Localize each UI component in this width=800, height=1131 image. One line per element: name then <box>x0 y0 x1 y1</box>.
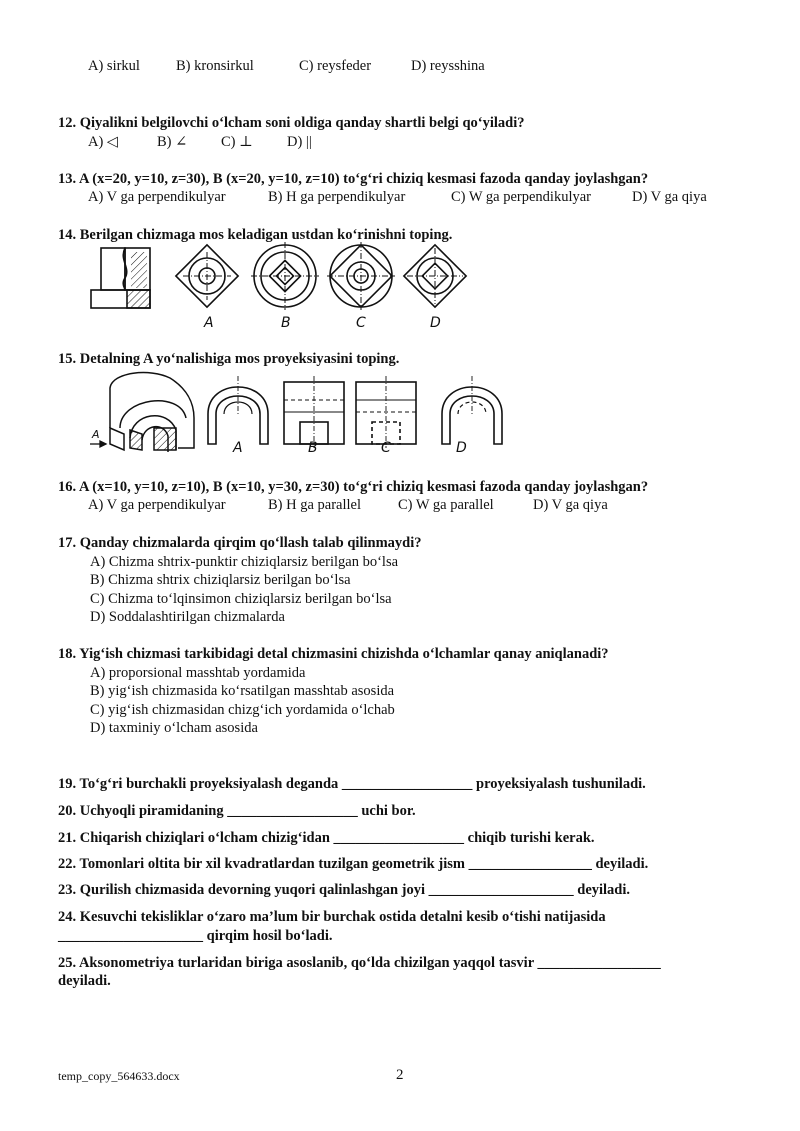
q11-option-d: D) reysshina <box>411 58 485 74</box>
q24-line1: 24. Kesuvchi tekisliklar o‘zaro ma’lum bir burchak ostida detalni kesib o‘tishi natijasida <box>58 909 606 925</box>
q15-label-c: C <box>381 440 391 456</box>
q17-option-d: D) Soddalashtirilgan chizmalarda <box>90 609 285 625</box>
q14-label-b: B <box>281 315 291 331</box>
q12-option-b: B) ∠ <box>157 134 188 150</box>
q14-label-d: D <box>430 315 441 331</box>
q18-title: 18. Yig‘ish chizmasi tarkibidagi detal chizmasini chizishda o‘lchamlar qanay aniqlanadi? <box>58 646 609 662</box>
q15-arrow-label: A <box>92 428 100 441</box>
q11-option-c: C) reysfeder <box>299 58 372 74</box>
q17-option-a: A) Chizma shtrix-punktir chiziqlarsiz berilgan bo‘lsa <box>90 554 399 570</box>
q13-option-a: A) V ga perpendikulyar <box>88 189 226 205</box>
q15-title: 15. Detalning A yo‘nalishiga mos proyeksiyasini toping. <box>58 351 400 367</box>
q14-label-c: C <box>356 315 366 331</box>
q20-text: 20. Uchyoqli piramidaning __________________ uchi bor. <box>58 803 416 819</box>
q11-option-a: A) sirkul <box>88 58 140 74</box>
q19-text: 19. To‘g‘ri burchakli proyeksiyalash deganda __________________ proyeksiyalash tushuniladi. <box>58 776 646 792</box>
q16-option-a: A) V ga perpendikulyar <box>88 497 226 513</box>
q18-option-d: D) taxminiy o‘lcham asosida <box>90 720 258 736</box>
q13-option-c: C) W ga perpendikulyar <box>451 189 591 205</box>
q12-title: 12. Qiyalikni belgilovchi o‘lcham soni oldiga qanday shartli belgi qo‘yiladi? <box>58 115 525 131</box>
q14-title: 14. Berilgan chizmaga mos keladigan ustdan ko‘rinishni toping. <box>58 227 453 243</box>
q24-line2: ____________________ qirqim hosil bo‘ladi. <box>58 928 333 944</box>
q14-label-a: A <box>204 315 214 331</box>
q21-text: 21. Chiqarish chiziqlari o‘lcham chizig‘idan __________________ chiqib turishi kerak. <box>58 830 595 846</box>
q17-title: 17. Qanday chizmalarda qirqim qo‘llash talab qilinmaydi? <box>58 535 422 551</box>
q17-option-c: C) Chizma to‘lqinsimon chiziqlarsiz berilgan bo‘lsa <box>90 591 392 607</box>
q16-option-c: C) W ga parallel <box>398 497 494 513</box>
q13-option-b: B) H ga perpendikulyar <box>268 189 406 205</box>
footer-filename: temp_copy_564633.docx <box>58 1069 180 1083</box>
q13-option-d: D) V ga qiya <box>632 189 707 205</box>
page-number: 2 <box>396 1067 404 1083</box>
q16-title: 16. A (x=10, y=10, z=10), B (x=10, y=30, z=30) to‘g‘ri chiziq kesmasi fazoda qanday joylashgan? <box>58 479 649 495</box>
q15-label-b: B <box>308 440 318 456</box>
q15-label-d: D <box>456 440 467 456</box>
q12-option-c: C) ⊥ <box>221 134 253 150</box>
q22-text: 22. Tomonlari oltita bir xil kvadratlardan tuzilgan geometrik jism _________________ deyiladi. <box>58 856 649 872</box>
q15-label-a: A <box>233 440 243 456</box>
q12-option-d: D) || <box>287 134 312 150</box>
q15-figure <box>90 368 510 458</box>
q12-option-a: A) ◁ <box>88 134 119 150</box>
q17-option-b: B) Chizma shtrix chiziqlarsiz berilgan bo‘lsa <box>90 572 351 588</box>
q18-option-a: A) proporsional masshtab yordamida <box>90 665 306 681</box>
q11-option-b: B) kronsirkul <box>176 58 254 74</box>
q23-text: 23. Qurilish chizmasida devorning yuqori qalinlashgan joyi ____________________ deyiladi. <box>58 882 631 898</box>
q25-line2: deyiladi. <box>58 973 111 989</box>
q18-option-b: B) yig‘ish chizmasida ko‘rsatilgan masshtab asosida <box>90 683 395 699</box>
q16-option-d: D) V ga qiya <box>533 497 608 513</box>
q25-line1: 25. Aksonometriya turlaridan biriga asoslanib, qo‘lda chizilgan yaqqol tasvir _________________ <box>58 955 661 971</box>
q16-option-b: B) H ga parallel <box>268 497 362 513</box>
q18-option-c: C) yig‘ish chizmasidan chizg‘ich yordamida o‘lchab <box>90 702 395 718</box>
q13-title: 13. A (x=20, y=10, z=30), B (x=20, y=10, z=10) to‘g‘ri chiziq kesmasi fazoda qanday joylashgan? <box>58 171 649 187</box>
